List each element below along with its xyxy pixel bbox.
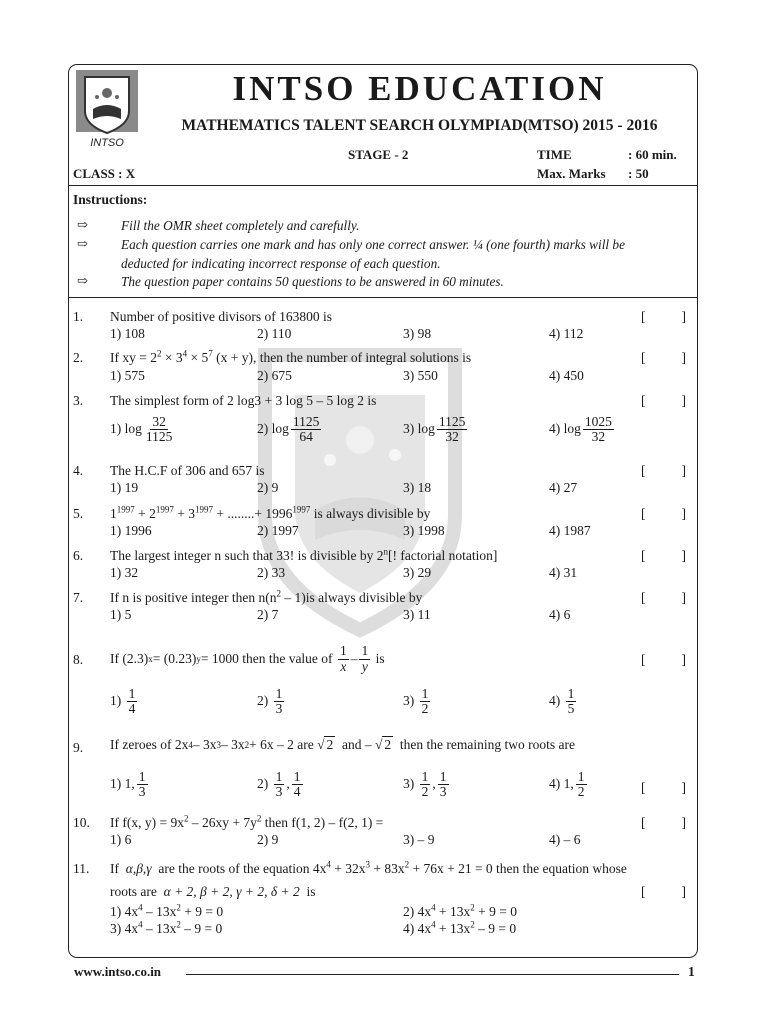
option: 1) 108 — [110, 326, 145, 341]
footer-url: www.intso.co.in — [74, 964, 162, 979]
arrow-bullet-icon: ⇨ — [77, 217, 88, 232]
sqrt-symbol: √ 2 — [374, 737, 392, 752]
option: 3) $\frac{1}{2}$ , $\frac{1}{3}$ — [403, 769, 447, 800]
question-number: 1. — [73, 309, 84, 324]
instructions-title: Instructions: — [73, 192, 148, 207]
question-number: 5. — [73, 506, 84, 521]
time-label: TIME — [537, 147, 572, 162]
question-text: Number of positive divisors of 163800 is — [110, 309, 332, 324]
option: 2) 9 — [257, 832, 279, 847]
question-number: 8. — [73, 652, 84, 667]
question-text: The simplest form of 2 log3 + 3 log 5 – 5 log 2 is — [110, 393, 377, 408]
answer-bracket: [ ] — [641, 350, 686, 365]
option: 2) 7 — [257, 607, 279, 622]
option: 1) log $\frac{32}{1125}$ — [110, 414, 173, 445]
option: 1) $\frac{1}{4}$ — [110, 686, 136, 717]
option: 1) 575 — [110, 368, 145, 383]
option: 4) $\frac{1}{5}$ — [549, 686, 575, 717]
option: 4) 112 — [549, 326, 584, 341]
question-number: 2. — [73, 350, 84, 365]
answer-bracket: [ ] — [641, 506, 686, 521]
option: 2) $\frac{1}{3}$ , $\frac{1}{4}$ — [257, 769, 301, 800]
footer-rule — [186, 974, 679, 975]
option: 2) 9 — [257, 480, 279, 495]
sqrt-symbol: √ 2 — [317, 737, 334, 752]
option: 1) 19 — [110, 480, 139, 495]
instruction-item: deducted for indicating incorrect response of each question. — [121, 256, 441, 271]
option: 4) 1987 — [549, 523, 591, 538]
option: 4) $4x^4 + 13x^2 - 9 = 0$ — [403, 919, 517, 936]
option: 4) 6 — [549, 607, 571, 622]
option: 4) – 6 — [549, 832, 581, 847]
question-text: If zeroes of 2x 4 – 3x 3 – 3x 2 + 6x – 2 are √ 2 and – √ 2 then the remaining two roots are — [110, 737, 575, 752]
arrow-bullet-icon: ⇨ — [77, 273, 88, 288]
option: 4) 450 — [549, 368, 584, 383]
divider — [69, 185, 697, 186]
option: 2) 33 — [257, 565, 286, 580]
option: 2) 110 — [257, 326, 292, 341]
option: 1) 1996 — [110, 523, 152, 538]
question-text: The H.C.F of 306 and 657 is — [110, 463, 265, 478]
option: 3) 18 — [403, 480, 432, 495]
answer-bracket: [ ] — [641, 780, 686, 795]
answer-bracket: [ ] — [641, 393, 686, 408]
question-text: If f(x, $y) = 9x^2 - 26xy + 7y^2$ then f(1, 2) – f(2, 1) = — [110, 813, 384, 830]
question-number: 3. — [73, 393, 84, 408]
answer-bracket: [ ] — [641, 463, 686, 478]
question-number: 10. — [73, 815, 90, 830]
question-number: 11. — [73, 861, 90, 876]
instruction-item: Fill the OMR sheet completely and carefully. — [121, 218, 360, 233]
option: 1) 1, $\frac{1}{3}$ — [110, 769, 146, 800]
question-number: 9. — [73, 740, 84, 755]
question-text: If xy = $2^2 \times 3^4 \times 5^7$ (x + y), then the number of integral solutions is — [110, 348, 472, 365]
marks-value: : 50 — [628, 166, 649, 181]
question-text: $1^{1997} + 2^{1997} + 3^{1997}$ + ........+ $1996^{1997}$ is always divisible by — [110, 504, 431, 521]
instruction-item: Each question carries one mark and has only one correct answer. ¼ (one fourth) marks will be — [121, 237, 625, 252]
option: 2) $4x^4 + 13x^2 + 9 = 0$ — [403, 902, 517, 919]
option: 1) $4x^4 - 13x^2 + 9 = 0$ — [110, 902, 224, 919]
answer-bracket: [ ] — [641, 309, 686, 324]
question-number: 4. — [73, 463, 84, 478]
option: 1) 32 — [110, 565, 139, 580]
option: 2) $\frac{1}{3}$ — [257, 686, 283, 717]
option: 3) $\frac{1}{2}$ — [403, 686, 429, 717]
option: 2) 675 — [257, 368, 292, 383]
option: 1) 6 — [110, 832, 132, 847]
option: 3) $4x^4 - 13x^2 - 9 = 0$ — [110, 919, 223, 936]
question-paper — [68, 64, 698, 958]
intso-logo-icon — [75, 69, 139, 149]
page-number: 1 — [688, 964, 695, 979]
question-text: If (2.3) x = (0.23) y = 1000 then the value of $\frac{1}{x}$ – $\frac{1}{y}$ is — [110, 643, 385, 674]
option: 3) – 9 — [403, 832, 435, 847]
time-value: : 60 min. — [628, 147, 677, 162]
option: 4) 1, $\frac{1}{2}$ — [549, 769, 585, 800]
brand-title: INTSO EDUCATION — [232, 69, 607, 108]
option: 3) 98 — [403, 326, 432, 341]
arrow-bullet-icon: ⇨ — [77, 236, 88, 251]
divider — [69, 297, 697, 298]
answer-bracket: [ ] — [641, 652, 686, 667]
option: 3) 550 — [403, 368, 438, 383]
option: 3) log $\frac{1125}{32}$ — [403, 414, 466, 445]
stage-label: STAGE - 2 — [348, 147, 409, 162]
answer-bracket: [ ] — [641, 590, 686, 605]
answer-bracket: [ ] — [641, 548, 686, 563]
option: 3) 29 — [403, 565, 432, 580]
question-number: 6. — [73, 548, 84, 563]
svg-text:INTSO: INTSO — [90, 137, 124, 149]
option: 4) log $\frac{1025}{32}$ — [549, 414, 612, 445]
question-text: The largest integer n such that 33! is divisible by 2$^n$[! factorial notation] — [110, 546, 498, 563]
answer-bracket: [ ] — [641, 815, 686, 830]
option: 4) 31 — [549, 565, 578, 580]
option: 4) 27 — [549, 480, 578, 495]
question-text: If n is positive integer then $n(n^2 - 1)is$ always divisible by — [110, 588, 423, 605]
marks-label: Max. Marks — [537, 166, 606, 181]
option: 2) log $\frac{1125}{64}$ — [257, 414, 320, 445]
answer-bracket: [ ] — [641, 884, 686, 899]
option: 3) 1998 — [403, 523, 445, 538]
question-text-line2: roots are α + 2, β + 2, γ + 2, δ + 2 is — [110, 884, 316, 899]
instruction-item: The question paper contains 50 questions to be answered in 60 minutes. — [121, 274, 504, 289]
option: 1) 5 — [110, 607, 132, 622]
class-label: CLASS : X — [73, 166, 136, 181]
question-text: If α,β,γ are the roots of the equation $4x^4 + 32x^3 + 83x^2 + 76x + 21 = 0$ then the equation whose — [110, 859, 627, 876]
option: 3) 11 — [403, 607, 431, 622]
exam-title: MATHEMATICS TALENT SEARCH OLYMPIAD(MTSO) 2015 - 2016 — [181, 117, 658, 134]
question-number: 7. — [73, 590, 84, 605]
option: 2) 1997 — [257, 523, 299, 538]
